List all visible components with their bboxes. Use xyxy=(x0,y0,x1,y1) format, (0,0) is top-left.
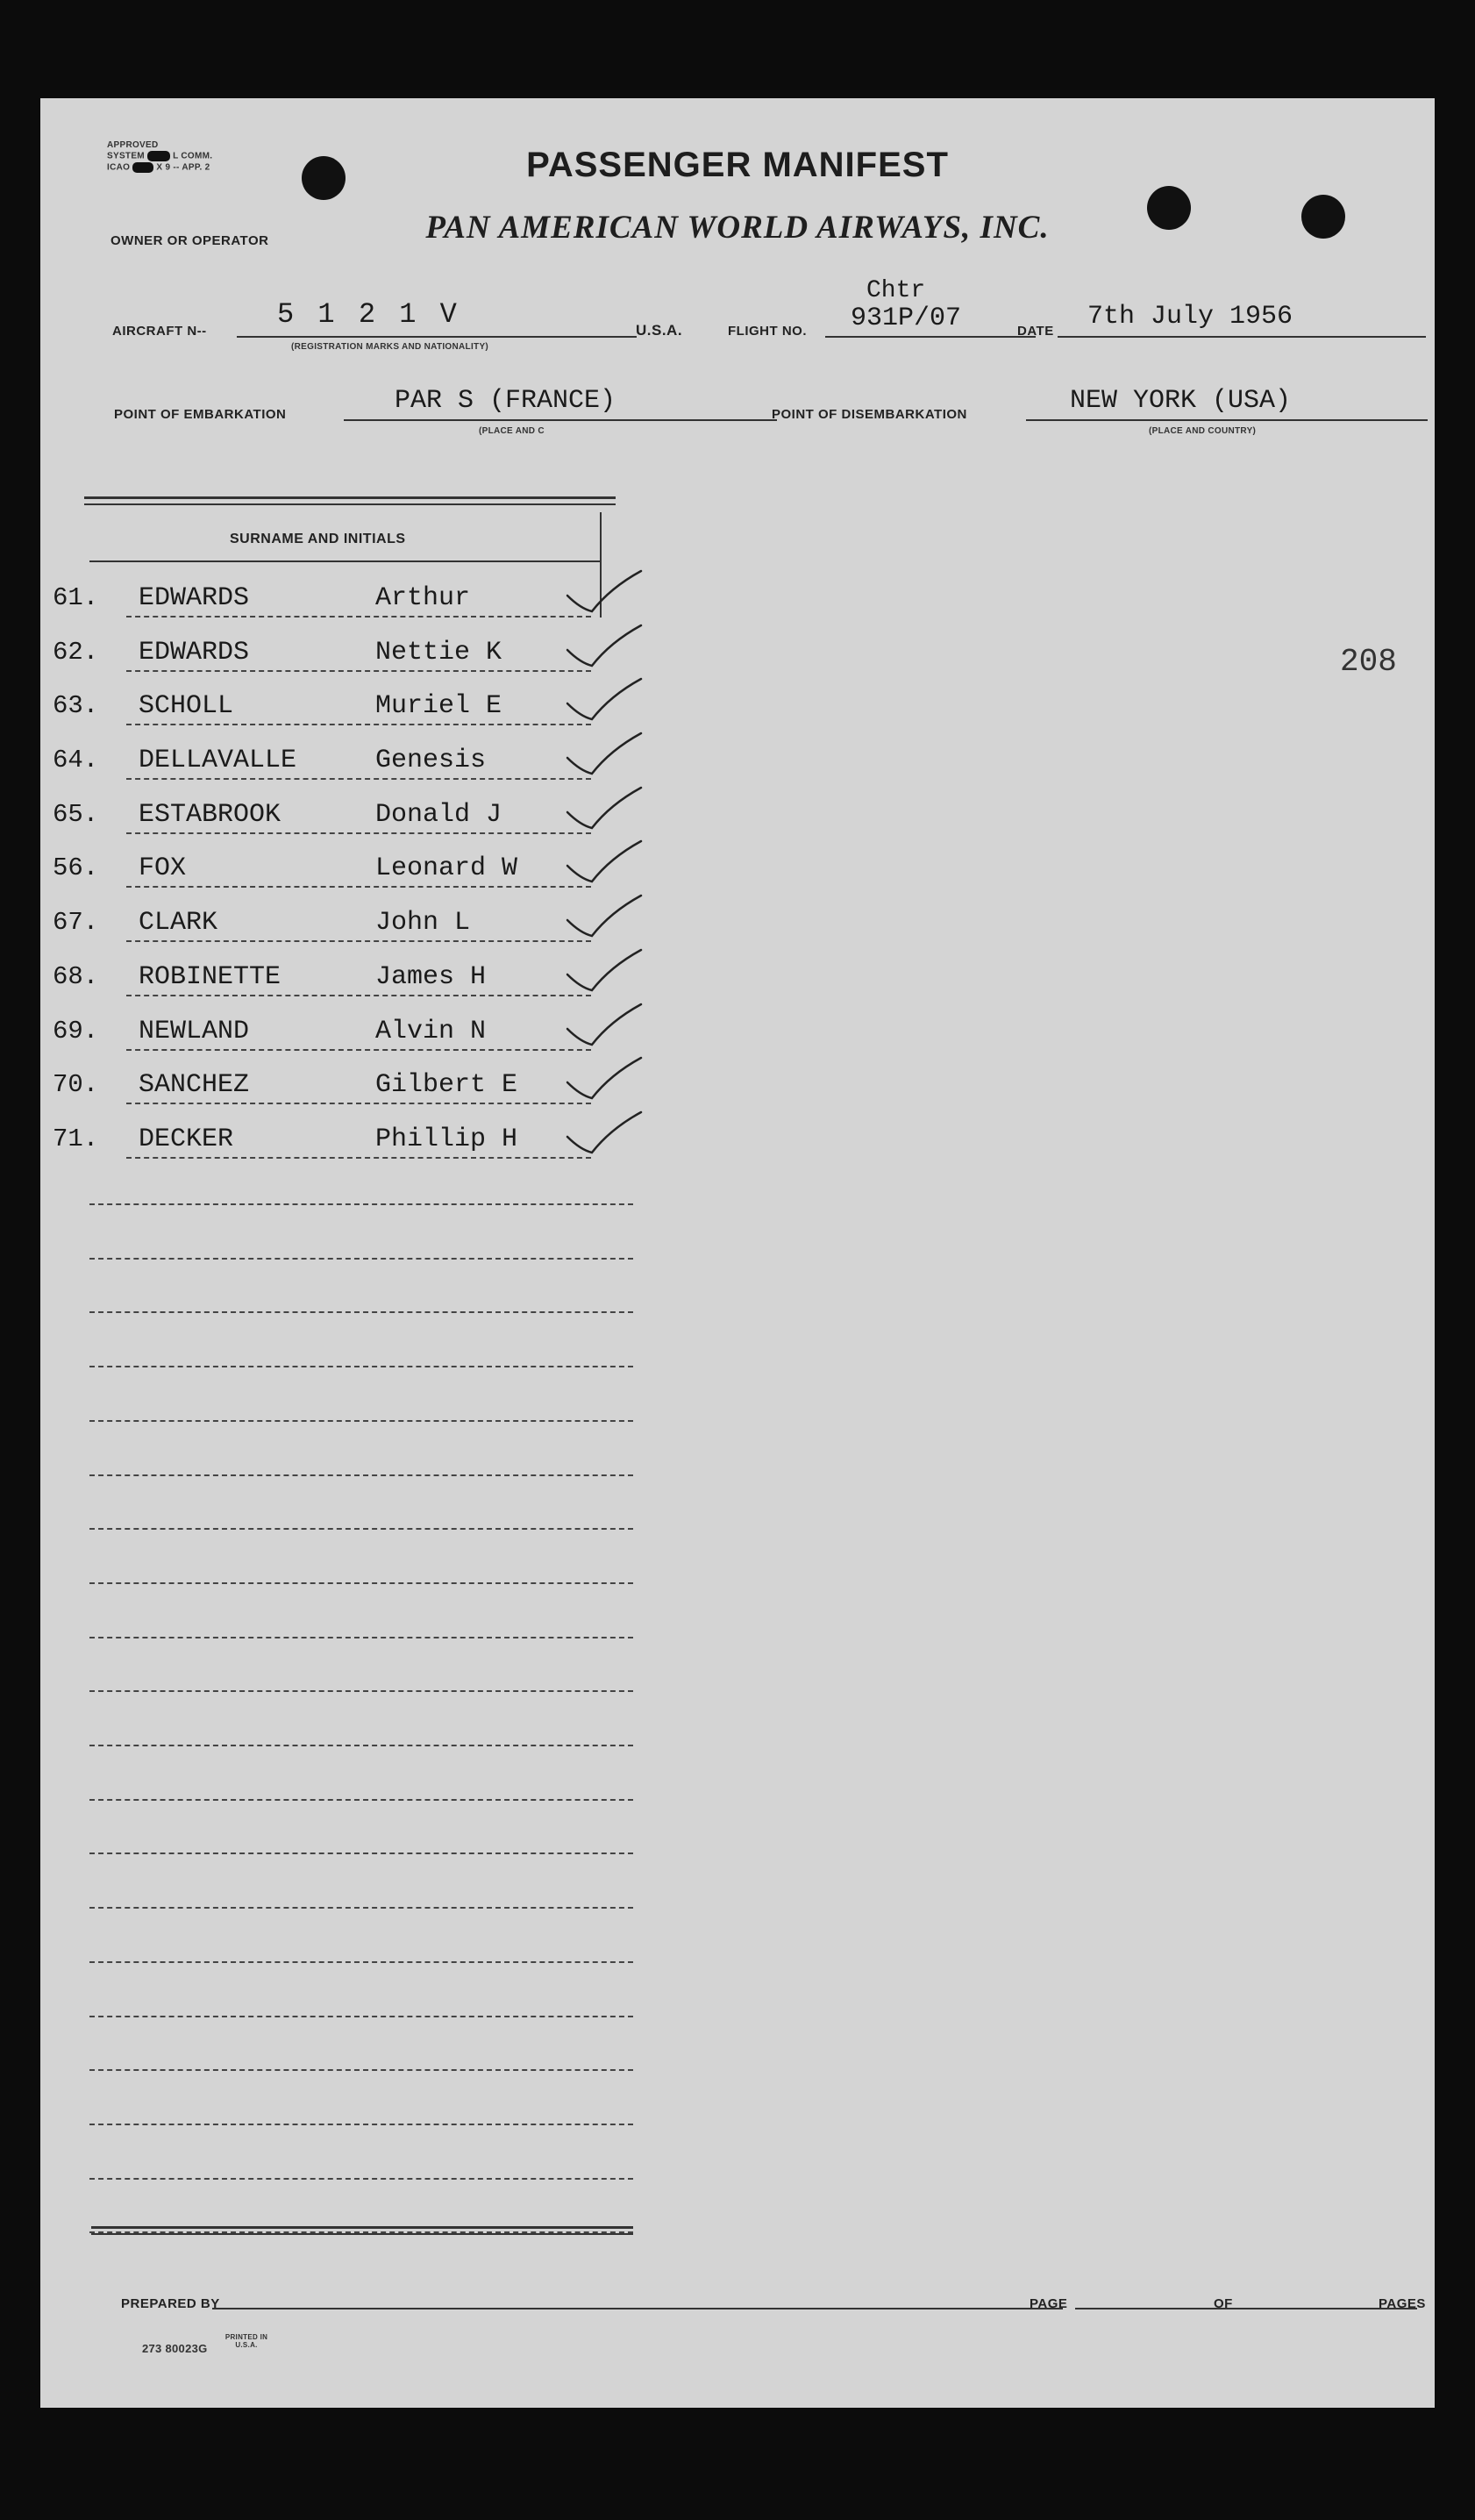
disembarkation-line xyxy=(1026,419,1428,421)
passenger-given-name: Nettie K xyxy=(375,637,502,667)
disembarkation-value: NEW YORK (USA) xyxy=(1070,386,1292,416)
blank-entry-line xyxy=(89,2069,633,2071)
blank-entry-line xyxy=(89,1366,633,1367)
blank-entry-line xyxy=(89,1745,633,1746)
passenger-number: 71. xyxy=(53,1124,99,1153)
passenger-underline xyxy=(126,940,591,942)
date-line xyxy=(1058,336,1426,338)
passenger-row xyxy=(53,677,684,732)
blank-entry-line xyxy=(89,1799,633,1801)
checkmark-icon xyxy=(566,948,645,996)
passenger-given-name: Muriel E xyxy=(375,691,502,722)
list-header-rule xyxy=(89,560,602,562)
blank-entry-line xyxy=(89,2178,633,2180)
embarkation-value: PAR S (FRANCE) xyxy=(395,386,616,416)
stamp-comm: L COMM. xyxy=(173,151,213,161)
checkmark-icon xyxy=(566,839,645,887)
passenger-number: 61. xyxy=(53,583,99,612)
checkmark-icon xyxy=(566,1110,645,1158)
passenger-surname: CLARK xyxy=(139,908,218,939)
pages-label: PAGES xyxy=(1379,2296,1426,2311)
printer-mark: PRINTED IN U.S.A. xyxy=(224,2333,268,2349)
passenger-number: 69. xyxy=(53,1016,99,1046)
passenger-underline xyxy=(126,995,591,996)
passenger-number: 67. xyxy=(53,908,99,938)
blank-entry-line xyxy=(89,1311,633,1313)
blank-entry-line xyxy=(89,1582,633,1584)
embarkation-caption: (PLACE AND C xyxy=(479,426,545,436)
list-top-rule-2 xyxy=(84,503,616,505)
passenger-number: 56. xyxy=(53,853,99,883)
blank-entry-line xyxy=(89,2124,633,2125)
passenger-surname: SCHOLL xyxy=(139,691,234,722)
checkmark-icon xyxy=(566,677,645,725)
passenger-row xyxy=(53,1056,684,1110)
operator-name: PAN AMERICAN WORLD AIRWAYS, INC. xyxy=(425,210,1050,246)
blank-entry-line xyxy=(89,1961,633,1963)
prepared-by-label: PREPARED BY xyxy=(121,2296,220,2311)
blank-entry-line xyxy=(89,1420,633,1422)
passenger-number: 65. xyxy=(53,799,99,829)
passenger-row xyxy=(53,624,684,678)
flight-number: 931P/07 xyxy=(851,303,962,333)
passenger-given-name: James H xyxy=(375,961,487,992)
passenger-given-name: Phillip H xyxy=(375,1124,518,1154)
document-title: PASSENGER MANIFEST xyxy=(526,146,949,184)
stamp-system: SYSTEM xyxy=(107,151,145,161)
list-top-rule-1 xyxy=(84,496,616,499)
passenger-row xyxy=(53,569,684,624)
passenger-given-name: Genesis xyxy=(375,746,487,776)
aircraft-label: AIRCRAFT N-- xyxy=(112,324,207,339)
passenger-surname: NEWLAND xyxy=(139,1016,250,1046)
aircraft-registration: 5 1 2 1 V xyxy=(277,298,460,331)
form-number: 273 80023G xyxy=(142,2342,208,2355)
passenger-underline xyxy=(126,886,591,888)
passenger-surname: EDWARDS xyxy=(139,637,250,667)
passenger-given-name: Gilbert E xyxy=(375,1070,518,1101)
blank-entry-line xyxy=(89,2016,633,2017)
blank-entry-line xyxy=(89,1203,633,1205)
passenger-underline xyxy=(126,1157,591,1159)
passenger-underline xyxy=(126,616,591,618)
list-bottom-rule-2 xyxy=(91,2233,633,2235)
blank-entry-line xyxy=(89,1853,633,1854)
passenger-surname: DELLAVALLE xyxy=(139,746,297,776)
passenger-given-name: Alvin N xyxy=(375,1016,487,1046)
passenger-row xyxy=(53,948,684,1003)
manifest-sheet xyxy=(40,98,1435,2408)
passenger-row xyxy=(53,786,684,840)
passenger-given-name: Arthur xyxy=(375,583,471,613)
passenger-given-name: Leonard W xyxy=(375,853,518,884)
owner-operator-label: OWNER OR OPERATOR xyxy=(110,233,269,248)
page-label: PAGE xyxy=(1030,2296,1068,2311)
blank-entry-line xyxy=(89,1474,633,1476)
passenger-number: 62. xyxy=(53,637,99,667)
disembarkation-caption: (PLACE AND COUNTRY) xyxy=(1149,426,1257,436)
passenger-underline xyxy=(126,778,591,780)
stamp-annex: X 9 -- APP. 2 xyxy=(156,162,210,173)
passenger-number: 70. xyxy=(53,1070,99,1100)
passenger-surname: EDWARDS xyxy=(139,583,250,613)
blank-entry-line xyxy=(89,1690,633,1692)
passenger-surname: SANCHEZ xyxy=(139,1070,250,1101)
passenger-row xyxy=(53,1110,684,1165)
prepared-by-line xyxy=(212,2308,1063,2309)
passenger-underline xyxy=(126,1049,591,1051)
passenger-surname: FOX xyxy=(139,853,187,884)
passenger-number: 68. xyxy=(53,961,99,991)
flight-line xyxy=(825,336,1036,338)
passenger-given-name: John L xyxy=(375,908,471,939)
checkmark-icon xyxy=(566,732,645,779)
stamp-icao: ICAO xyxy=(107,162,131,173)
checkmark-icon xyxy=(566,1003,645,1050)
list-bottom-rule-1 xyxy=(91,2226,633,2229)
checkmark-icon xyxy=(566,569,645,617)
blank-entry-line xyxy=(89,1528,633,1530)
aircraft-line xyxy=(237,336,637,338)
passenger-surname: ROBINETTE xyxy=(139,961,281,992)
flight-type: Chtr xyxy=(866,277,926,304)
passenger-row xyxy=(53,732,684,786)
disembarkation-label: POINT OF DISEMBARKATION xyxy=(772,407,967,422)
flight-date: 7th July 1956 xyxy=(1087,302,1293,332)
stamp-line-1: APPROVED xyxy=(107,140,159,150)
passenger-surname: DECKER xyxy=(139,1124,234,1154)
checkmark-icon xyxy=(566,1056,645,1103)
flight-label: FLIGHT NO. xyxy=(728,324,807,339)
blank-entry-line xyxy=(89,1637,633,1638)
list-header: SURNAME AND INITIALS xyxy=(230,532,406,546)
passenger-underline xyxy=(126,1103,591,1104)
passenger-surname: ESTABROOK xyxy=(139,799,281,830)
passenger-number: 64. xyxy=(53,746,99,775)
page-stamp-number: 208 xyxy=(1340,644,1397,680)
passenger-row xyxy=(53,1003,684,1057)
passenger-given-name: Donald J xyxy=(375,799,502,830)
passenger-underline xyxy=(126,832,591,834)
passenger-row xyxy=(53,839,684,894)
blank-entry-line xyxy=(89,1907,633,1909)
checkmark-icon xyxy=(566,786,645,833)
checkmark-icon xyxy=(566,894,645,941)
passenger-row xyxy=(53,894,684,948)
passenger-underline xyxy=(126,670,591,672)
passenger-underline xyxy=(126,724,591,725)
checkmark-icon xyxy=(566,624,645,671)
passenger-number: 63. xyxy=(53,691,99,721)
embarkation-line xyxy=(344,419,777,421)
date-label: DATE xyxy=(1017,324,1054,339)
blank-entry-line xyxy=(89,1258,633,1260)
passenger-list xyxy=(53,569,684,1165)
embarkation-label: POINT OF EMBARKATION xyxy=(114,407,287,422)
registration-caption: (REGISTRATION MARKS AND NATIONALITY) xyxy=(291,342,489,352)
country-label: U.S.A. xyxy=(636,322,683,339)
of-label: OF xyxy=(1214,2296,1233,2311)
